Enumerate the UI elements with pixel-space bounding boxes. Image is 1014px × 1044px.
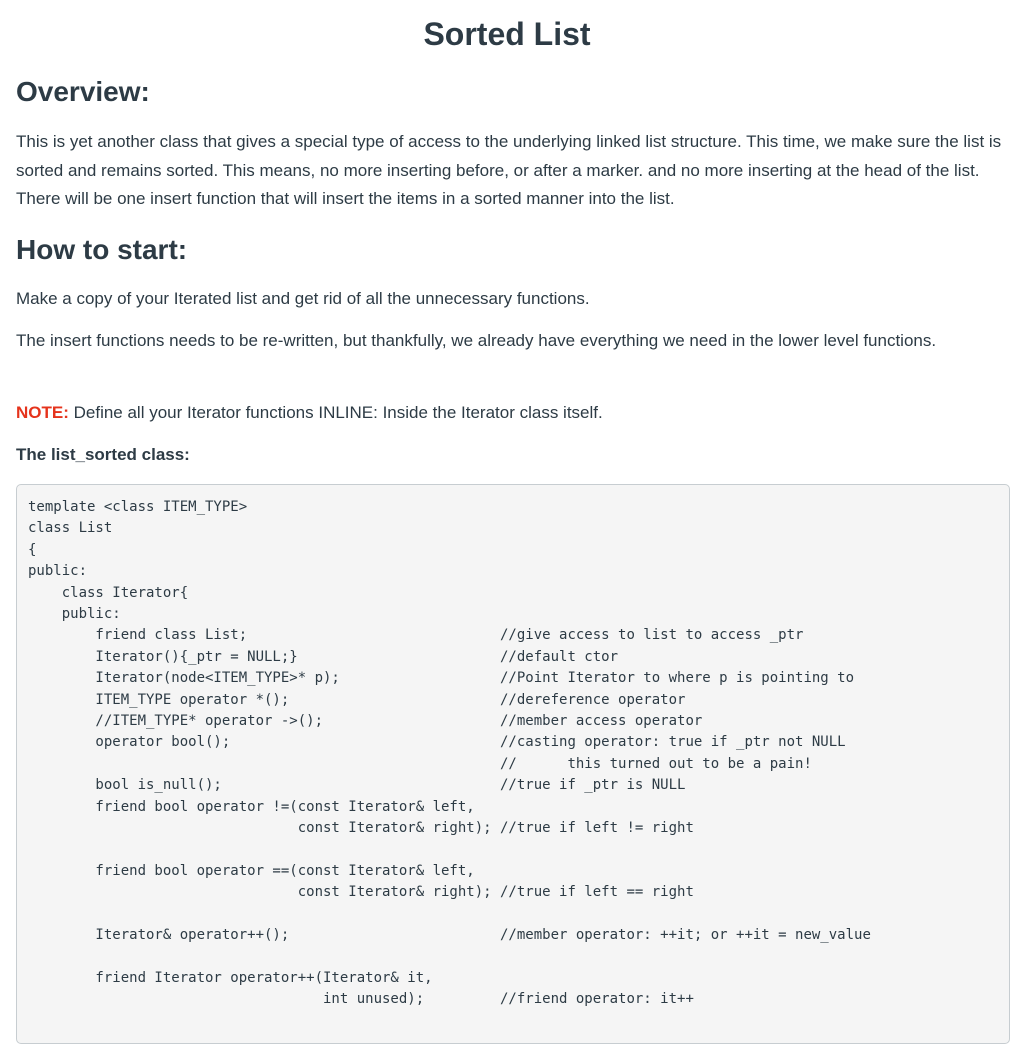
page-title: Sorted List <box>423 16 591 52</box>
note-text: Define all your Iterator functions INLINE: Inside the Iterator class itself. <box>68 403 603 422</box>
class-label: The list_sorted class: <box>16 445 190 464</box>
note-label: NOTE: <box>16 403 69 422</box>
code-listing: template <class ITEM_TYPE> class List { public: class Iterator{ public: friend class List; //give access to list to access _ptr Iterator(){_ptr = NULL;} //default ctor Iterator(node<ITEM_TYPE>* p); //Point Iterator to where p is pointing to ITEM_TYPE operator *(); //dereference operator //ITEM_TYPE* operator ->(); //member access operator operator bool(); //casting operator: true if _ptr not NULL // this turned out to be a pain! bool is_null(); //true if _ptr is NULL friend bool operator !=(const Iterator& left, const Iterator& right); //true if left != right friend bool operator ==(const Iterator& left, const Iterator& right); //true if left == right Iterator& operator++(); //member operator: ++it; or ++it = new_value friend Iterator operator++(Iterator& it, int unused); //friend operator: it++ <box>28 499 871 1008</box>
how-to-start-paragraph-1: Make a copy of your Iterated list and get rid of all the unnecessary functions. <box>16 289 590 308</box>
how-to-start-paragraph-2: The insert functions needs to be re-written, but thankfully, we already have everything we need in the lower level functions. <box>16 331 937 350</box>
overview-paragraph: This is yet another class that gives a special type of access to the underlying linked list structure. This time, we make sure the list is sorted and remains sorted. This means, no more inserting before, or after a marker. and no more inserting at the head of the list. There will be one insert function that will insert the items in a sorted manner into the list. <box>16 132 1002 208</box>
note-paragraph <box>16 399 1006 428</box>
code-block <box>16 484 1010 1044</box>
how-to-start-heading: How to start: <box>16 234 188 265</box>
overview-heading: Overview: <box>16 76 150 107</box>
